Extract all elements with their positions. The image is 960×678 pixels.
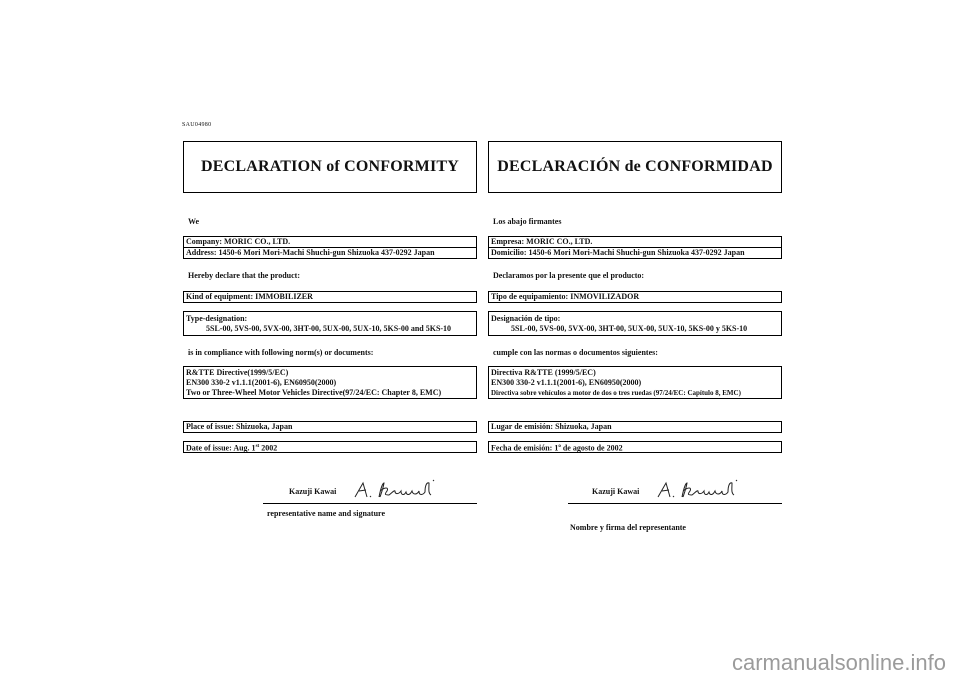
firma-line: [568, 503, 782, 504]
place-of-issue-box: [183, 421, 477, 433]
date-of-issue-suffix: 2002: [259, 443, 278, 453]
declaramos-label: Declaramos por la presente que el producto:: [493, 271, 645, 280]
signature-scribble: [351, 477, 461, 503]
empresa-text: Empresa: MORIC CO., LTD.: [491, 237, 593, 246]
company-text: Company: MORIC CO., LTD.: [186, 237, 291, 246]
date-of-issue-prefix: Date of issue: Aug. 1: [186, 443, 256, 453]
firmantes-label: Los abajo firmantes: [493, 217, 562, 226]
declaration-title: DECLARATION of CONFORMITY: [183, 141, 477, 193]
declare-label: Hereby declare that the product:: [188, 271, 300, 280]
date-ordinal: st: [255, 444, 260, 449]
normas-box: [488, 366, 782, 399]
lugar-emision-text: Lugar de emisión: Shizuoka, Japan: [491, 422, 612, 431]
norm-line-3: Two or Three-Wheel Motor Vehicles Directive(97/24/EC: Chapter 8, EMC): [186, 388, 442, 397]
type-designation-values: 5SL-00, 5VS-00, 5VX-00, 3HT-00, 5UX-00, 5UX-10, 5KS-00 and 5KS-10: [206, 324, 452, 333]
tipo-equipamiento-box: [488, 291, 782, 303]
norm-line-2: EN300 330-2 v1.1.1(2001-6), EN60950(2000): [186, 378, 337, 387]
designacion-tipo-values: 5SL-00, 5VS-00, 5VX-00, 3HT-00, 5UX-00, 5UX-10, 5KS-00 y 5KS-10: [511, 324, 748, 333]
fecha-ordinal: o: [558, 444, 561, 449]
fecha-emision-prefix: Fecha de emisión: 1: [491, 443, 559, 453]
domicilio-text: Domicilio: 1450-6 Mori Mori-Machi Shuchi-gun Shizuoka 437-0292 Japan: [491, 248, 745, 257]
cumple-label: cumple con las normas o documentos siguientes:: [493, 348, 658, 357]
declaracion-title: DECLARACIÓN de CONFORMIDAD: [488, 141, 782, 193]
designacion-tipo-box: [488, 311, 782, 336]
document-code: SAU04980: [182, 122, 212, 128]
norma-line-3: Directiva sobre vehículos a motor de dos o tres ruedas (97/24/EC: Capítulo 8, EMC): [491, 389, 741, 397]
place-of-issue-text: Place of issue: Shizuoka, Japan: [186, 422, 293, 431]
compliance-label: is in compliance with following norm(s) or documents:: [188, 348, 374, 357]
equipment-text: Kind of equipment: IMMOBILIZER: [186, 292, 313, 301]
norma-line-1: Directiva R&TTE (1999/5/EC): [491, 368, 596, 377]
domicilio-box: [488, 247, 782, 259]
address-text: Address: 1450-6 Mori Mori-Machi Shuchi-gun Shizuoka 437-0292 Japan: [186, 248, 435, 257]
tipo-equipamiento-text: Tipo de equipamiento: INMOVILIZADOR: [491, 292, 640, 301]
signer-name: Kazuji Kawai: [289, 487, 337, 496]
designacion-tipo-label: Designación de tipo:: [491, 314, 561, 323]
spanish-declaration: [488, 141, 782, 532]
date-of-issue-box: [183, 441, 477, 453]
type-designation-box: [183, 311, 477, 336]
address-box: [183, 247, 477, 259]
norms-box: [183, 366, 477, 399]
type-designation-label: Type-designation:: [186, 314, 248, 323]
english-declaration: [183, 141, 477, 518]
lugar-emision-box: [488, 421, 782, 433]
signature-caption: representative name and signature: [267, 509, 385, 518]
firmante-name: Kazuji Kawai: [592, 487, 640, 496]
signature-line: [263, 503, 477, 504]
watermark-text: carmanualsonline.info: [731, 650, 946, 675]
fecha-emision-suffix: de agosto de 2002: [560, 443, 623, 453]
norm-line-1: R&TTE Directive(1999/5/EC): [186, 368, 289, 377]
firma-scribble: [654, 477, 764, 503]
norma-line-2: EN300 330-2 v1.1.1(2001-6), EN60950(2000): [491, 378, 642, 387]
firma-caption: Nombre y firma del representante: [570, 523, 686, 532]
fecha-emision-box: [488, 441, 782, 453]
equipment-box: [183, 291, 477, 303]
we-label: We: [188, 217, 200, 226]
